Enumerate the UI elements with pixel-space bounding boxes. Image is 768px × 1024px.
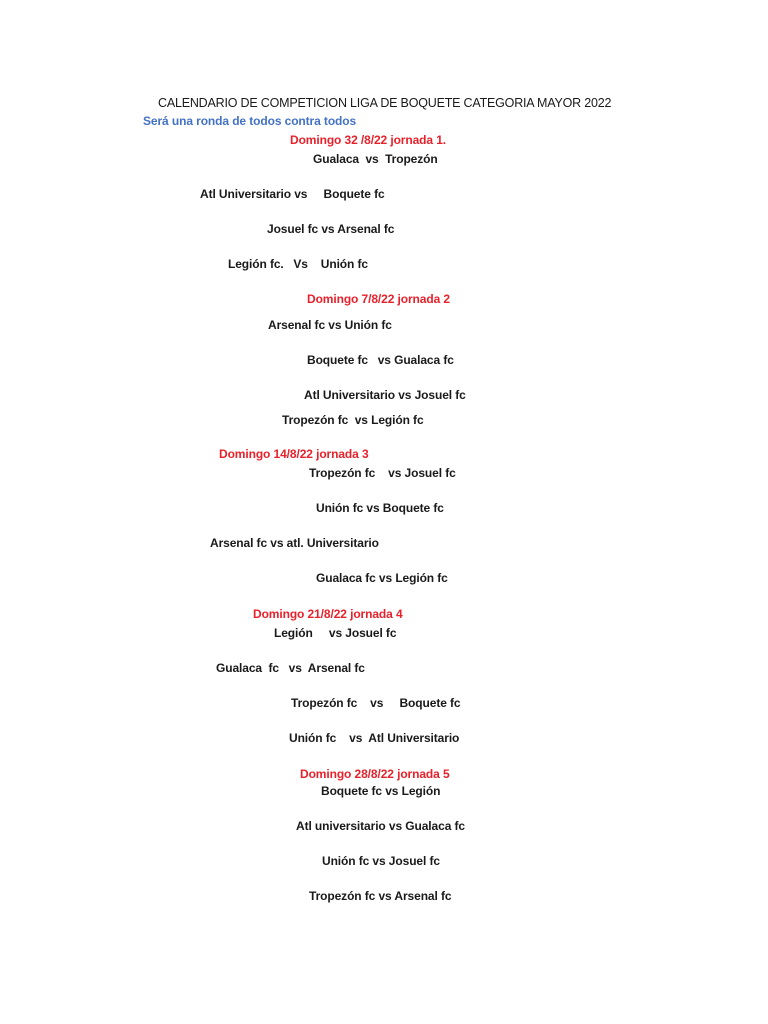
document-title: CALENDARIO DE COMPETICION LIGA DE BOQUETE CATEGORIA MAYOR 2022 (158, 96, 612, 110)
match-line: Tropezón fc vs Boquete fc (291, 696, 461, 710)
match-line: Josuel fc vs Arsenal fc (267, 222, 395, 236)
round-heading: Domingo 21/8/22 jornada 4 (253, 607, 403, 621)
match-line: Boquete fc vs Legión (321, 784, 441, 798)
match-line: Gualaca fc vs Arsenal fc (216, 661, 365, 675)
match-line: Atl Universitario vs Josuel fc (304, 388, 466, 402)
match-line: Unión fc vs Atl Universitario (289, 731, 460, 745)
round-heading: Domingo 7/8/22 jornada 2 (307, 292, 450, 306)
round-heading: Domingo 28/8/22 jornada 5 (300, 767, 450, 781)
match-line: Unión fc vs Josuel fc (322, 854, 440, 868)
match-line: Legión fc. Vs Unión fc (228, 257, 368, 271)
match-line: Atl universitario vs Gualaca fc (296, 819, 465, 833)
document-subtitle: Será una ronda de todos contra todos (143, 114, 357, 128)
round-heading: Domingo 32 /8/22 jornada 1. (290, 133, 447, 147)
match-line: Arsenal fc vs Unión fc (268, 318, 392, 332)
match-line: Tropezón fc vs Arsenal fc (309, 889, 452, 903)
match-line: Gualaca fc vs Legión fc (316, 571, 448, 585)
match-line: Gualaca vs Tropezón (313, 152, 438, 166)
match-line: Legión vs Josuel fc (274, 626, 397, 640)
match-line: Tropezón fc vs Josuel fc (309, 466, 456, 480)
match-line: Atl Universitario vs Boquete fc (200, 187, 385, 201)
match-line: Arsenal fc vs atl. Universitario (210, 536, 379, 550)
round-heading: Domingo 14/8/22 jornada 3 (219, 447, 369, 461)
match-line: Boquete fc vs Gualaca fc (307, 353, 454, 367)
match-line: Unión fc vs Boquete fc (316, 501, 444, 515)
match-line: Tropezón fc vs Legión fc (282, 413, 424, 427)
